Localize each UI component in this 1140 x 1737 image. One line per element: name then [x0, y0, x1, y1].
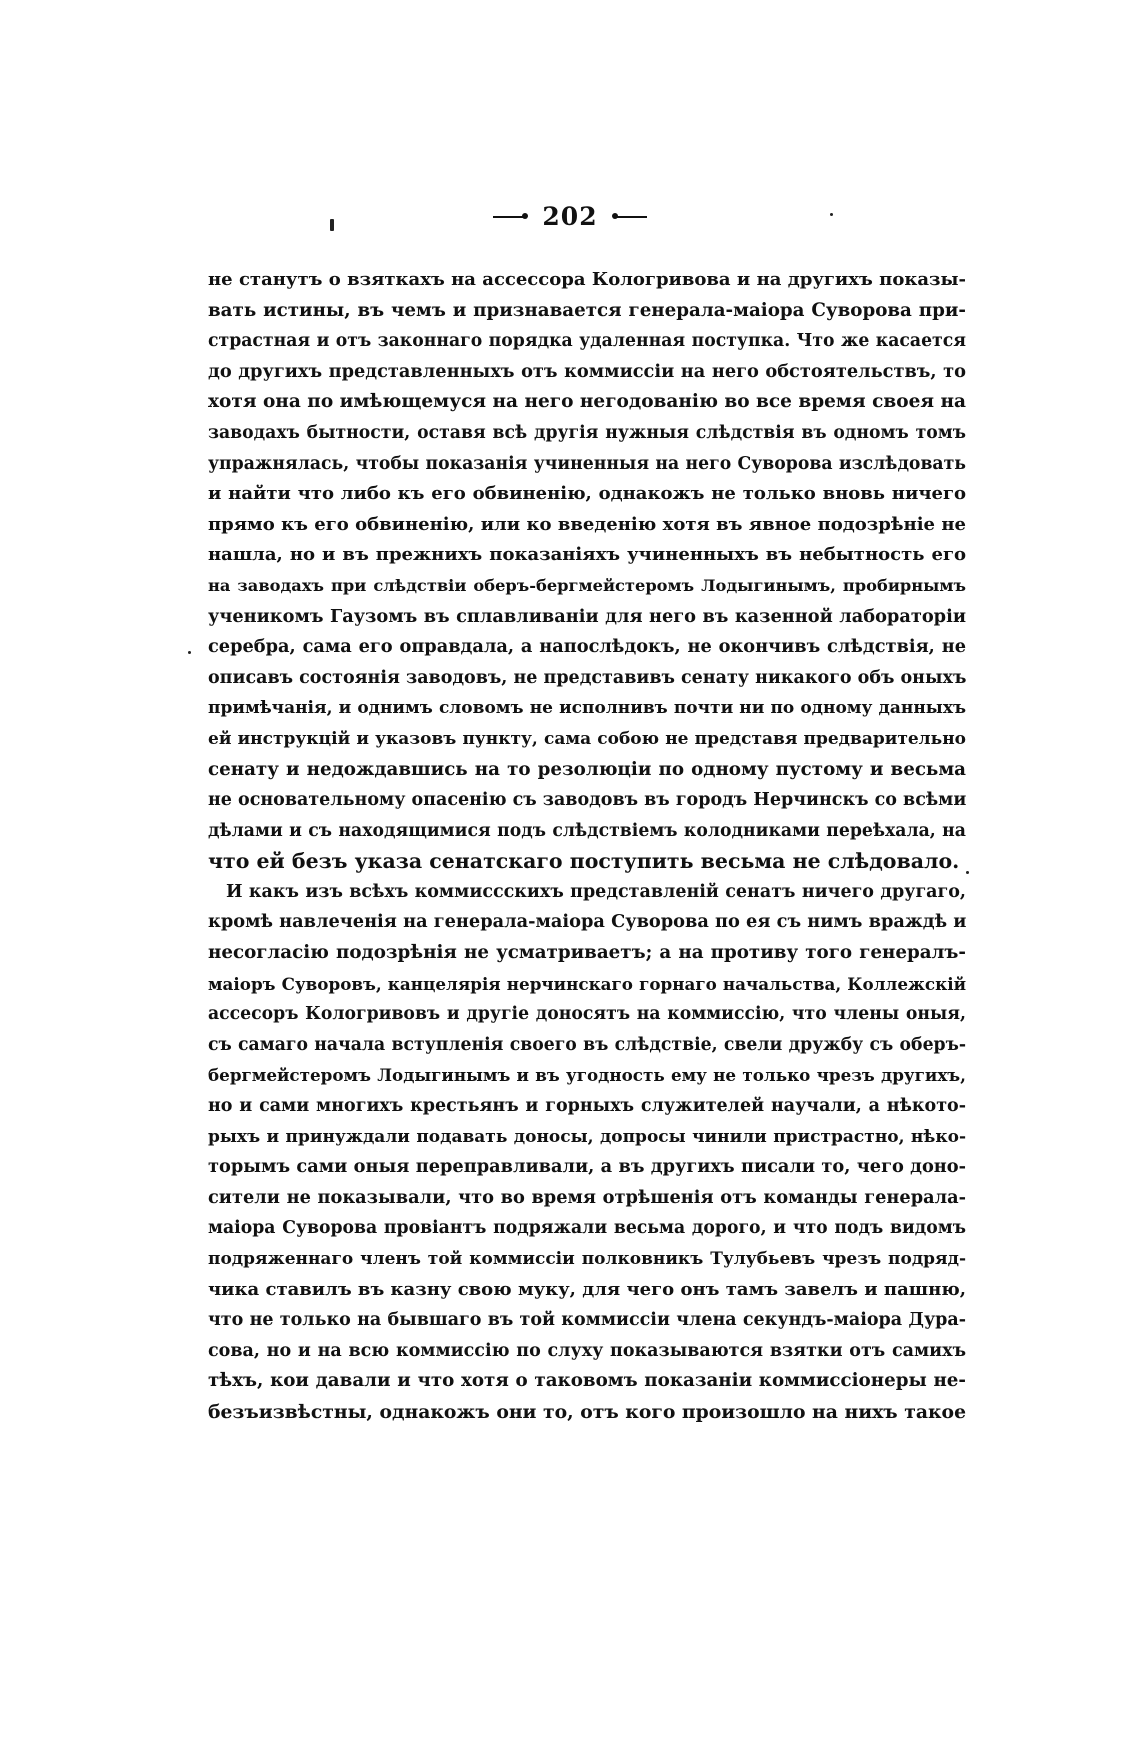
- paragraph-1: [208, 265, 966, 877]
- text-line: ассесоръ Кологривовъ и другіе доносятъ на коммиссію, что члены оныя,: [208, 1004, 966, 1025]
- header-ornament-left: [493, 216, 525, 218]
- text-line: сители не показывали, что во время отрѣшенія отъ команды генерала-: [208, 1186, 966, 1208]
- text-line: заводахъ бытности, оставя всѣ другія нужныя слѣдствія въ одномъ томъ: [208, 422, 966, 443]
- text-line: безъизвѣстны, однакожъ они то, отъ кого произошло на нихъ такое: [208, 1400, 966, 1423]
- text-line: до другихъ представленныхъ отъ коммиссіи на него обстоятельствъ, то: [208, 360, 966, 382]
- text-line: И какъ изъ всѣхъ коммиссскихъ представленій сенатъ ничего другаго,: [226, 881, 966, 902]
- text-line: маіоръ Суворовъ, канцелярія нерчинскаго горнаго начальства, Коллежскій: [208, 973, 966, 994]
- speck: [966, 871, 969, 874]
- text-line: сенату и недождавшись на то резолюціи по одному пустому и весьма: [208, 758, 966, 780]
- paragraph-2: [208, 877, 966, 1428]
- text-line: что не только на бывшаго въ той коммиссіи члена секундъ-маіора Дура-: [208, 1310, 966, 1331]
- text-line: хотя она по имѣющемуся на него негодованію во все время своея на: [208, 391, 966, 413]
- text-line: серебра, сама его оправдала, а напослѣдокъ, не окончивъ слѣдствія, не: [208, 636, 966, 658]
- text-line: и найти что либо къ его обвиненію, однакожъ не только вновь ничего: [208, 483, 966, 505]
- text-line: страстная и отъ законнаго порядка удаленная поступка. Что же касается: [208, 331, 966, 352]
- text-line: примѣчанія, и однимъ словомъ не исполнивъ почти ни по одному данныхъ: [208, 698, 966, 719]
- text-line: прямо къ его обвиненію, или ко введенію хотя въ явное подозрѣніе не: [208, 513, 966, 535]
- speck: [188, 651, 191, 654]
- text-line: бергмейстеромъ Лодыгинымъ и въ угодность ему не только чрезъ другихъ,: [208, 1065, 966, 1086]
- text-line: на заводахъ при слѣдствіи оберъ-бергмейстеромъ Лодыгинымъ, пробирнымъ: [208, 575, 966, 595]
- text-line: не станутъ о взяткахъ на ассессора Кологривова и на другихъ показы-: [208, 269, 966, 290]
- text-line: съ самаго начала вступленія своего въ слѣдствіе, свели дружбу съ оберъ-: [208, 1034, 966, 1055]
- text-line: упражнялась, чтобы показанія учиненныя на него Суворова изслѣдовать: [208, 453, 966, 474]
- text-line: описавъ состоянія заводовъ, не представивъ сенату никакого объ оныхъ: [208, 667, 966, 688]
- text-line: торымъ сами оныя переправливали, а въ другихъ писали то, чего доно-: [208, 1156, 966, 1178]
- page-header: [0, 200, 1140, 231]
- text-line: рыхъ и принуждали подавать доносы, допросы чинили пристрастно, нѣко-: [208, 1126, 966, 1147]
- text-line: подряженнаго членъ той коммиссіи полковникъ Тулубьевъ чрезъ подряд-: [208, 1249, 966, 1269]
- page-number: 202: [542, 202, 598, 231]
- text-line: кромѣ навлеченія на генерала-маіора Суворова по ея съ нимъ враждѣ и: [208, 911, 966, 933]
- text-line: тѣхъ, кои давали и что хотя о таковомъ показаніи коммиссіонеры не-: [208, 1370, 966, 1392]
- text-line: чика ставилъ въ казну свою муку, для чего онъ тамъ завелъ и пашню,: [208, 1278, 966, 1300]
- page-body: [208, 265, 966, 1428]
- text-line: но и сами многихъ крестьянъ и горныхъ служителей научали, а нѣкото-: [208, 1096, 966, 1117]
- text-line: ей инструкцій и указовъ пункту, сама собою не представя предварительно: [208, 728, 966, 749]
- text-line: что ей безъ указа сенатскаго поступить весьма не слѣдовало.: [208, 849, 960, 874]
- text-line: несогласію подозрѣнія не усматриваетъ; а на противу того генералъ-: [208, 942, 966, 964]
- text-line: не основательному опасенію съ заводовъ въ городъ Нерчинскъ со всѣми: [208, 790, 966, 811]
- text-line: нашла, но и въ прежнихъ показаніяхъ учиненныхъ въ небытность его: [208, 544, 966, 566]
- text-line: ученикомъ Гаузомъ въ сплавливаніи для него въ казенной лабораторіи: [208, 605, 966, 627]
- text-line: вать истины, въ чемъ и признавается генерала-маіора Суворова при-: [208, 299, 966, 321]
- text-line: маіора Суворова провіантъ подряжали весьма дорого, и что подъ видомъ: [208, 1218, 966, 1239]
- text-line: дѣлами и съ находящимися подъ слѣдствіемъ колодниками переѣхала, на: [208, 820, 966, 841]
- header-ornament-right: [615, 216, 647, 218]
- text-line: сова, но и на всю коммиссію по слуху показываются взятки отъ самихъ: [208, 1340, 966, 1361]
